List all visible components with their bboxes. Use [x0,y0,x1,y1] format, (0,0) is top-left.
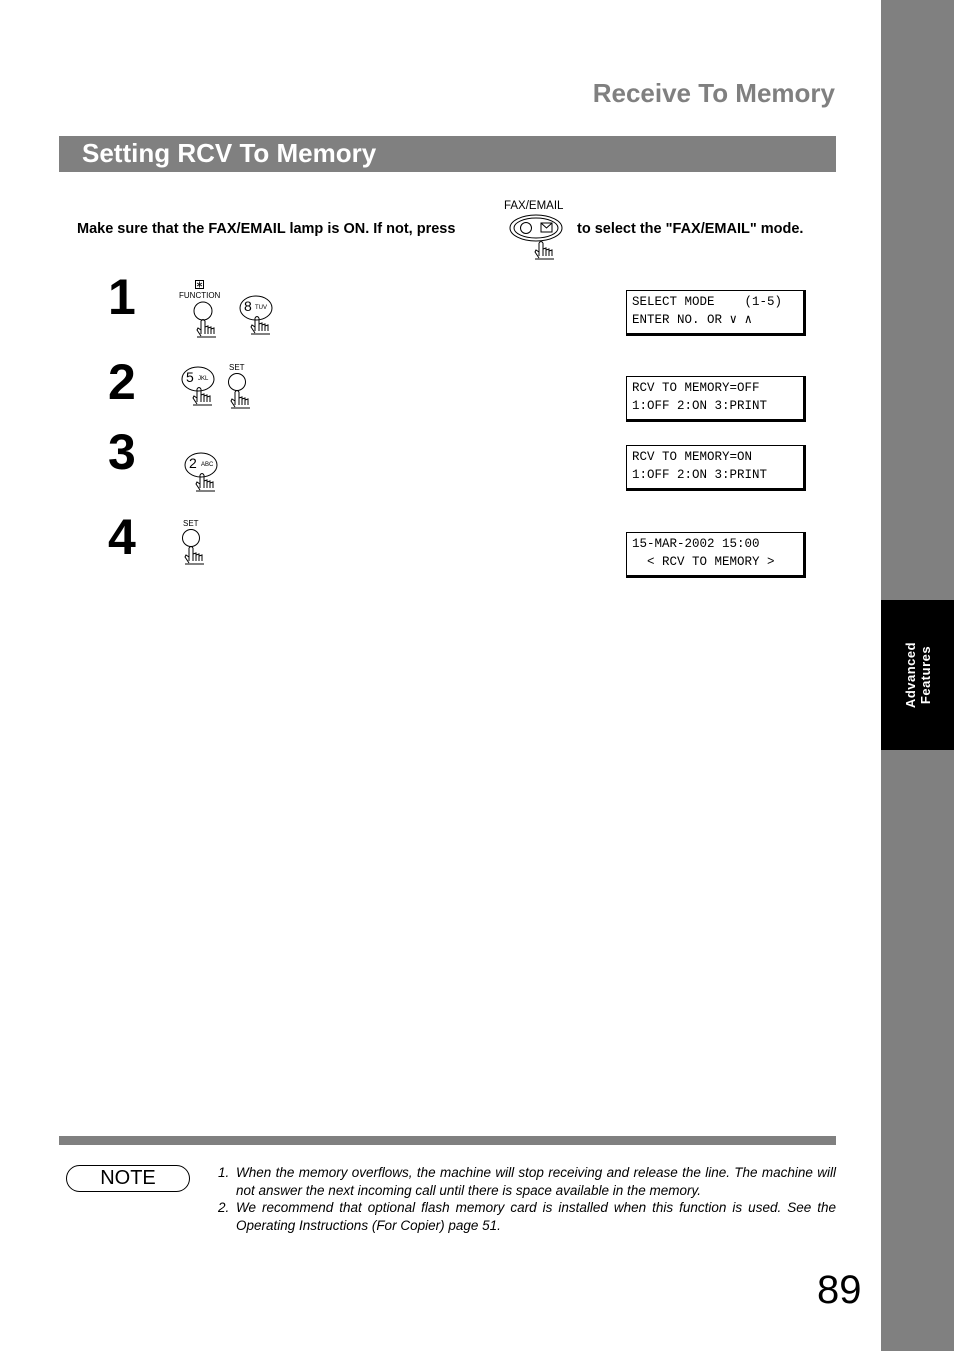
function-key-icon [190,300,224,342]
step-3-number: 3 [108,424,136,480]
note-badge: NOTE [66,1165,190,1192]
key-8-icon [236,294,278,342]
lcd-display-step-2: RCV TO MEMORY=OFF 1:OFF 2:ON 3:PRINT [626,376,806,422]
key-8-letters: TUV [255,305,267,311]
intro-text-before: Make sure that the FAX/EMAIL lamp is ON. If not, press [77,221,456,237]
lcd-display-step-1: SELECT MODE (1-5) ENTER NO. OR ∨ ∧ [626,290,806,336]
step-1-number: 1 [108,269,136,325]
fax-email-key-label: FAX/EMAIL [504,200,564,212]
key-5-letters: JKL [198,376,209,382]
note-item: 1. When the memory overflows, the machine will stop receiving and release the line. The machine will not answer the next incoming call until there is space available in the memory. [218,1165,836,1198]
set-key-icon [226,372,260,414]
lcd-display-step-3: RCV TO MEMORY=ON 1:OFF 2:ON 3:PRINT [626,445,806,491]
set-key-label: SET [229,363,245,372]
function-key-label: FUNCTION [179,291,221,300]
key-8-digit: 8 [244,298,252,314]
section-title: Receive To Memory [592,78,835,108]
key-5-icon [178,365,220,413]
note-item: 2. We recommend that optional flash memory card is installed when this function is used. See the Operating Instructions (For Copier) page 51. [218,1200,836,1233]
page-number: 89 [817,1268,862,1312]
set-key-icon [180,528,214,570]
key-2-digit: 2 [189,455,197,471]
key-2-letters: ABC [201,462,214,468]
note-list [218,1164,836,1234]
step-4-number: 4 [108,509,136,565]
set-key-label: SET [183,519,199,528]
asterisk-icon [195,280,205,290]
step-2-number: 2 [108,354,136,410]
key-5-digit: 5 [186,369,194,385]
sidebar-tab-label: Advanced Features [902,641,933,709]
note-divider [59,1136,836,1145]
sidebar-tab-advanced-features[interactable] [881,600,954,750]
fax-email-key-icon [508,212,564,264]
page-heading: Setting RCV To Memory [59,136,836,172]
lcd-display-step-4: 15-MAR-2002 15:00 < RCV TO MEMORY > [626,532,806,578]
intro-text-after: to select the "FAX/EMAIL" mode. [577,221,804,237]
key-2-icon [181,451,223,499]
